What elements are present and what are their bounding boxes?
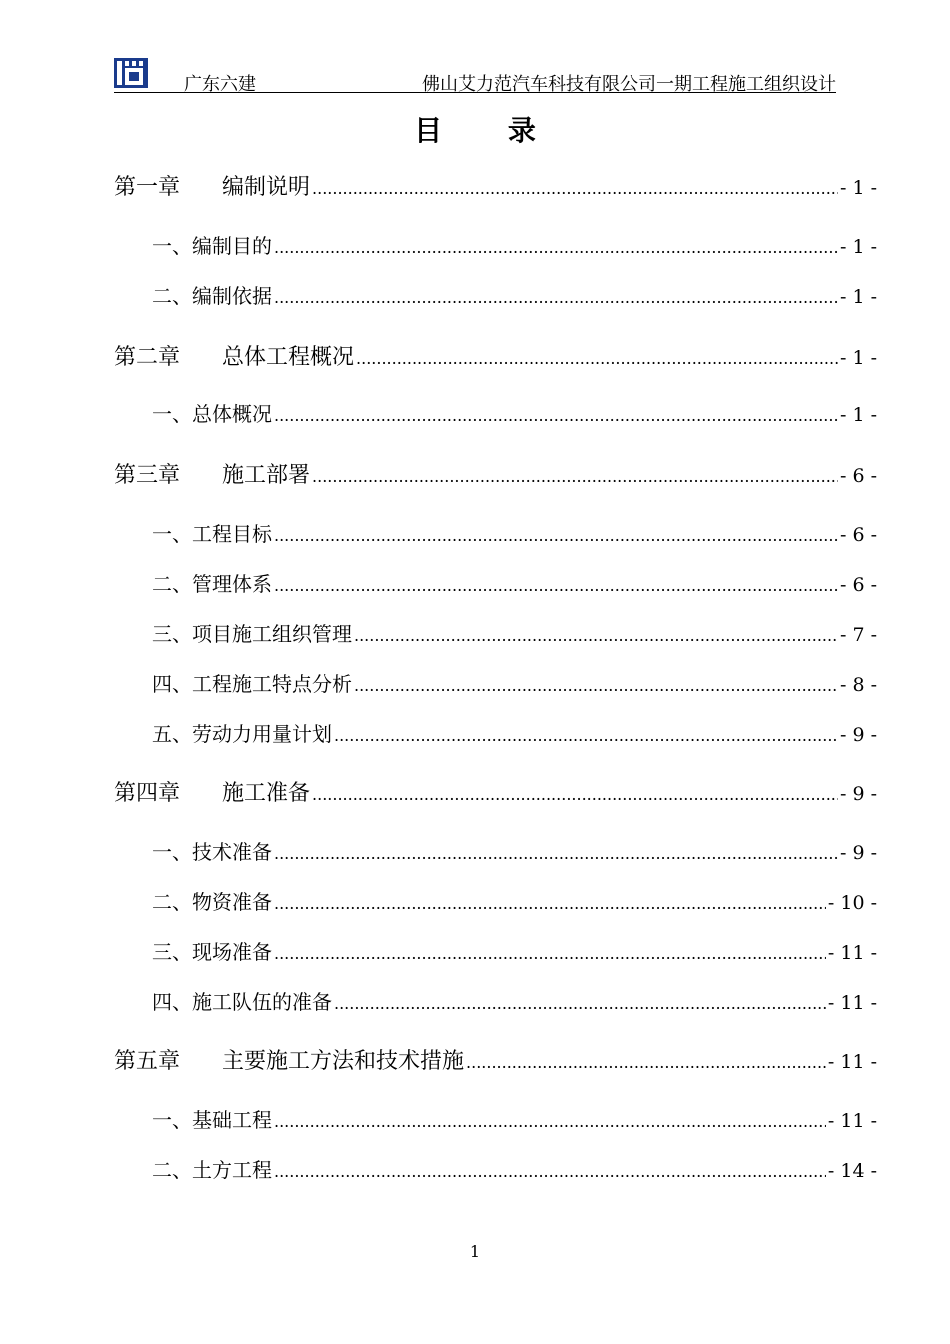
toc-chapter-number: 第二章	[114, 345, 181, 370]
toc-chapter-number: 第一章	[114, 175, 181, 200]
toc-dot-leader	[274, 840, 838, 864]
project-name: 佛山艾力范汽车科技有限公司一期工程施工组织设计	[422, 74, 836, 95]
toc-dot-leader	[354, 622, 838, 646]
toc-section-entry[interactable]	[152, 986, 877, 1015]
toc-page-number: - 1 -	[839, 177, 877, 199]
toc-entry-title: 编制说明	[222, 175, 311, 200]
toc-entry-title: 三、现场准备	[152, 940, 272, 964]
toc-entry-title: 一、总体概况	[152, 402, 272, 426]
toc-section-entry[interactable]	[152, 668, 877, 697]
toc-page-number: - 6 -	[839, 465, 877, 487]
toc-page-number: - 11 -	[827, 1051, 877, 1073]
toc-section-entry[interactable]	[152, 718, 877, 747]
toc-dot-leader	[274, 402, 838, 426]
toc-dot-leader	[312, 781, 838, 806]
toc-page-number: - 1 -	[839, 286, 877, 308]
toc-dot-leader	[274, 1158, 826, 1182]
toc-entry-title: 施工部署	[222, 463, 311, 488]
toc-dot-leader	[274, 890, 826, 914]
toc-chapter-entry[interactable]	[114, 1044, 877, 1075]
toc-dot-leader	[274, 234, 838, 258]
toc-dot-leader	[354, 672, 838, 696]
toc-page-number: - 8 -	[839, 674, 877, 696]
page-header	[114, 58, 836, 93]
toc-section-entry[interactable]	[152, 230, 877, 259]
toc-page-number: - 11 -	[827, 942, 877, 964]
toc-chapter-entry[interactable]	[114, 170, 877, 201]
toc-page-number: - 6 -	[839, 524, 877, 546]
toc-title: 目 录	[414, 114, 564, 147]
toc-section-entry[interactable]	[152, 398, 877, 427]
toc-dot-leader	[274, 1108, 826, 1132]
toc-page-number: - 10 -	[827, 892, 877, 914]
toc-page-number: - 11 -	[827, 1110, 877, 1132]
toc-page-number: - 14 -	[827, 1160, 877, 1182]
toc-entry-title: 四、工程施工特点分析	[152, 672, 352, 696]
toc-page-number: - 1 -	[839, 404, 877, 426]
company-name: 广东六建	[184, 74, 256, 95]
toc-entry-title: 一、基础工程	[152, 1108, 272, 1132]
toc-section-entry[interactable]	[152, 618, 877, 647]
toc-section-entry[interactable]	[152, 886, 877, 915]
toc-entry-title: 一、编制目的	[152, 234, 272, 258]
toc-entry-title: 二、土方工程	[152, 1158, 272, 1182]
toc-chapter-entry[interactable]	[114, 458, 877, 489]
toc-page-number: - 11 -	[827, 992, 877, 1014]
toc-page-number: - 6 -	[839, 574, 877, 596]
toc-entry-title: 五、劳动力用量计划	[152, 722, 332, 746]
toc-entry-title: 二、管理体系	[152, 572, 272, 596]
toc-dot-leader	[312, 463, 838, 488]
toc-section-entry[interactable]	[152, 836, 877, 865]
toc-entry-title: 一、工程目标	[152, 522, 272, 546]
toc-entry-title: 二、物资准备	[152, 890, 272, 914]
toc-dot-leader	[274, 284, 838, 308]
toc-dot-leader	[274, 940, 826, 964]
toc-section-entry[interactable]	[152, 1154, 877, 1183]
toc-chapter-number: 第五章	[114, 1049, 181, 1074]
toc-section-entry[interactable]	[152, 936, 877, 965]
toc-page-number: - 1 -	[839, 236, 877, 258]
toc-dot-leader	[274, 572, 838, 596]
toc-page-number: - 9 -	[839, 724, 877, 746]
toc-section-entry[interactable]	[152, 280, 877, 309]
toc-entry-title: 四、施工队伍的准备	[152, 990, 332, 1014]
toc-dot-leader	[356, 345, 838, 370]
page-number: 1	[469, 1242, 481, 1261]
toc-entry-title: 二、编制依据	[152, 284, 272, 308]
toc-dot-leader	[466, 1049, 826, 1074]
toc-entry-title: 三、项目施工组织管理	[152, 622, 352, 646]
toc-section-entry[interactable]	[152, 518, 877, 547]
toc-section-entry[interactable]	[152, 568, 877, 597]
toc-chapter-number: 第四章	[114, 781, 181, 806]
toc-entry-title: 主要施工方法和技术措施	[222, 1049, 465, 1074]
toc-chapter-entry[interactable]	[114, 776, 877, 807]
toc-chapter-number: 第三章	[114, 463, 181, 488]
toc-section-entry[interactable]	[152, 1104, 877, 1133]
toc-dot-leader	[312, 175, 838, 200]
toc-dot-leader	[334, 722, 838, 746]
toc-page-number: - 9 -	[839, 783, 877, 805]
toc-chapter-entry[interactable]	[114, 340, 877, 371]
toc-page-number: - 7 -	[839, 624, 877, 646]
toc-page-number: - 1 -	[839, 347, 877, 369]
toc-entry-title: 施工准备	[222, 781, 311, 806]
toc-dot-leader	[334, 990, 826, 1014]
company-logo-icon	[114, 58, 148, 88]
toc-entry-title: 总体工程概况	[222, 345, 355, 370]
toc-page-number: - 9 -	[839, 842, 877, 864]
toc-entry-title: 一、技术准备	[152, 840, 272, 864]
toc-dot-leader	[274, 522, 838, 546]
